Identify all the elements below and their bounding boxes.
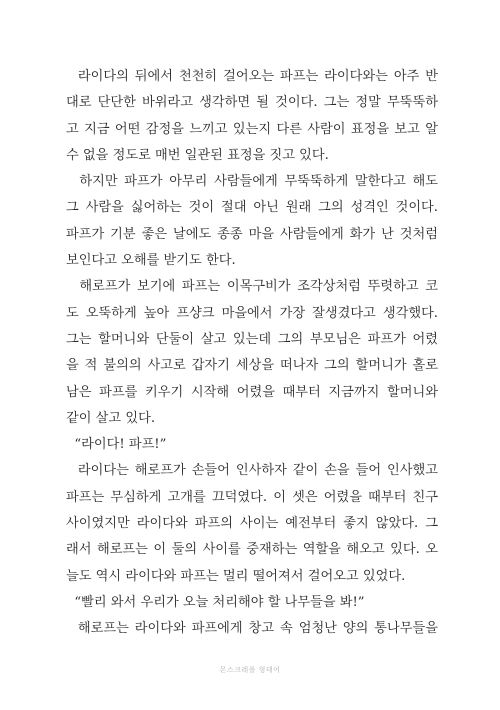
text-line: 보인다고 오해를 받기도 한다. xyxy=(66,253,236,269)
text-line: 파프는 무심하게 고개를 끄덕였다. 이 셋은 어렸을 때부터 친구 xyxy=(66,489,438,505)
text-line: 남은 파프를 키우기 시작해 어렸을 때부터 지금까지 할머니와 xyxy=(66,384,438,400)
text-line: 해로프가 보기에 파프는 이목구비가 조각상처럼 뚜렷하고 코 xyxy=(66,279,438,295)
text-line: 하지만 파프가 아무리 사람들에게 무뚝뚝하게 말한다고 해도 xyxy=(66,174,438,190)
text-line: 같이 살고 있다. xyxy=(66,410,156,426)
text-line: 그는 할머니와 단둘이 살고 있는데 그의 부모님은 파프가 어렸 xyxy=(66,331,438,347)
text-line: 수 없을 정도로 매번 일관된 표정을 짓고 있다. xyxy=(66,147,329,163)
text-line: 라이다는 해로프가 손들어 인사하자 같이 손을 들어 인사했고 xyxy=(66,463,438,479)
text-line: 도 오뚝하게 높아 프샹크 마을에서 가장 잘생겼다고 생각했다. xyxy=(66,305,438,321)
text-line: 사이였지만 라이다와 파프의 사이는 예전부터 좋지 않았다. 그 xyxy=(66,516,438,532)
text-line: 늘도 역시 라이다와 파프는 멀리 떨어져서 걸어오고 있었다. xyxy=(66,568,406,584)
text-line: “빨리 와서 우리가 오늘 처리해야 할 나무들을 봐!” xyxy=(66,594,365,610)
text-line: 대로 단단한 바위라고 생각하면 될 것이다. 그는 정말 무뚝뚝하 xyxy=(66,95,438,111)
text-line: 라이다의 뒤에서 천천히 걸어오는 파프는 라이다와는 아주 반 xyxy=(66,69,438,84)
text-line: 해로프는 라이다와 파프에게 창고 속 엄청난 양의 통나무들을 xyxy=(66,621,438,637)
text-line: “라이다! 파프!” xyxy=(66,437,167,453)
text-line: 래서 해로프는 이 둘의 사이를 중재하는 역할을 해오고 있다. 오 xyxy=(66,542,438,558)
page-footer: 몬스크레플 형태어 xyxy=(219,666,281,674)
text-line: 파프가 기분 좋은 날에도 종종 마을 사람들에게 화가 난 것처럼 xyxy=(66,226,438,242)
text-line: 그 사람을 싫어하는 것이 절대 아닌 원래 그의 성격인 것이다. xyxy=(66,200,438,216)
text-line: 을 적 불의의 사고로 갑자기 세상을 떠나자 그의 할머니가 홀로 xyxy=(66,358,438,374)
body-text xyxy=(66,64,438,643)
text-line: 고 지금 어떤 감정을 느끼고 있는지 다른 사람이 표정을 보고 알 xyxy=(66,121,438,137)
